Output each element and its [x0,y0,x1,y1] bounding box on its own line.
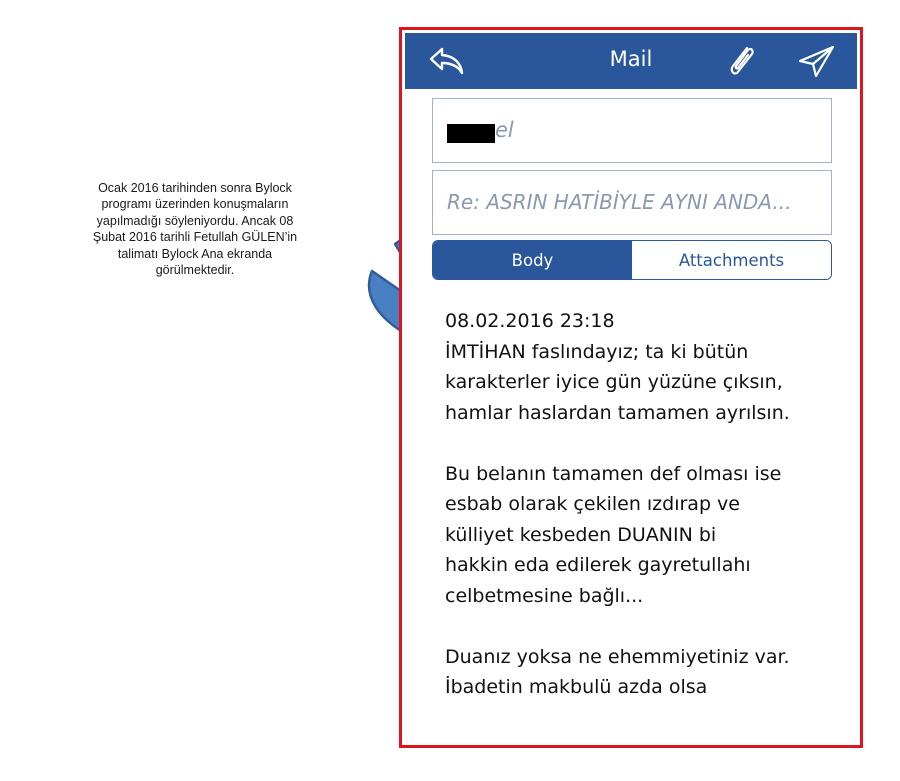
message-line: İbadetin makbulü azda olsa [445,676,708,698]
subject-value: Re: ASRIN HATİBİYLE AYNI ANDA... [447,190,792,214]
callout-line: görülmektedir. [155,263,235,278]
body-attachments-tabs [432,240,832,280]
message-line: karakterler iyice gün yüzüne çıksın, [445,371,783,393]
message-line: İMTİHAN faslındayız; ta ki bütün [445,340,749,363]
callout-line: programı üzerinden konuşmaların [101,197,289,212]
message-body [445,306,850,703]
to-value: el [495,118,514,142]
redacted-recipient [447,124,495,143]
callout-line: Şubat 2016 tarihli Fetullah GÜLEN’in [92,230,298,245]
mail-header-bar [405,33,857,89]
send-icon[interactable] [797,42,837,80]
message-blank-line [445,428,850,459]
callout-line: Ocak 2016 tarihinden sonra Bylock [98,181,292,195]
message-line: celbetmesine bağlı... [445,584,644,607]
tab-body[interactable]: Body [433,241,632,279]
message-timestamp: 08.02.2016 23:18 [445,310,615,332]
mail-screen-frame [399,27,863,748]
message-line: külliyet kesbeden DUANIN bi [445,523,717,546]
message-line: hamlar haslardan tamamen ayrılsın. [445,401,790,424]
reply-icon[interactable] [427,42,467,80]
annotation-callout-text [62,180,328,278]
message-line: Bu belanın tamamen def olması ise [445,462,782,485]
tab-attachments[interactable]: Attachments [632,241,831,279]
mail-title: Mail [609,47,653,71]
paperclip-icon[interactable] [721,42,761,80]
message-line: hakkin eda edilerek gayretullahı [445,554,751,576]
message-line: Duanız yoksa ne ehemmiyetiniz var. [445,645,790,668]
message-line: esbab olarak çekilen ızdırap ve [445,493,740,515]
subject-field[interactable] [432,170,832,235]
message-blank-line [445,611,850,642]
to-field[interactable] [432,98,832,163]
callout-line: yapılmadığı söyleniyordu. Ancak 08 [96,213,294,228]
callout-line: talimatı Bylock Ana ekranda [117,246,273,261]
